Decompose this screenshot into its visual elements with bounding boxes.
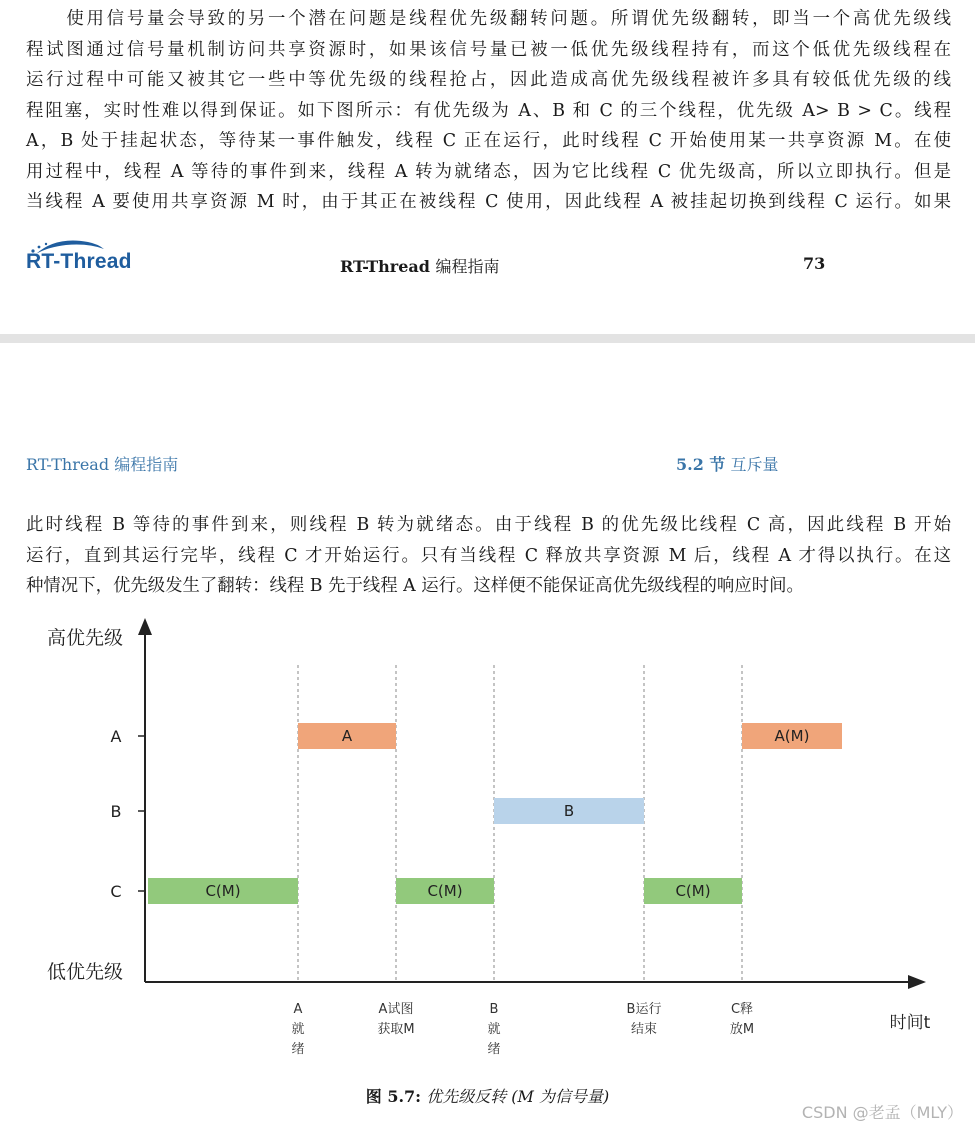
header-section-title: 互斥量: [730, 455, 779, 474]
event-label-line: 获取M: [377, 1022, 415, 1037]
y-top-label: 高优先级: [46, 627, 124, 649]
y-bottom-label: 低优先级: [46, 961, 124, 983]
event-label: [487, 1002, 500, 1057]
footer-title-latin: RT-Thread: [340, 257, 430, 276]
segment-label: C(M): [675, 882, 711, 900]
header-section: [676, 452, 779, 475]
event-label: [291, 1002, 304, 1057]
event-label: [377, 1002, 414, 1037]
event-label: [627, 1002, 662, 1037]
level-ticks: [110, 727, 145, 901]
header-title-cn: 编程指南: [114, 455, 179, 474]
event-label-line: A: [293, 1002, 303, 1017]
x-axis-arrow-icon: [908, 975, 926, 989]
paragraph-line: 当线程 A 要使用共享资源 M 时，由于其正在被线程 C 使用，因此线程 A 被挂起切换到线程 C 运行。如果: [26, 192, 951, 212]
y-axis-arrow-icon: [138, 618, 152, 635]
top-paragraph: [26, 4, 951, 218]
event-label-line: 就: [487, 1022, 501, 1037]
caption-text: 优先级反转 (M 为信号量): [426, 1087, 610, 1106]
paragraph-line: 程阻塞，实时性难以得到保证。如下图所示：有优先级为 A、B 和 C 的三个线程，优先级 A> B > C。线程: [26, 100, 951, 121]
paragraph-line: 程试图通过信号量机制访问共享资源时，如果该信号量已被一低优先级线程持有，而这个低优先级线程在: [26, 39, 951, 60]
footer-title: [340, 254, 500, 277]
segment-label: A: [341, 727, 353, 745]
caption-label: 图 5.7:: [365, 1087, 422, 1106]
level-label: B: [110, 802, 122, 821]
x-axis-label: 时间t: [889, 1013, 931, 1033]
segment-label: C(M): [205, 882, 241, 900]
event-label-line: 放M: [729, 1022, 755, 1037]
event-label-line: B: [489, 1002, 499, 1017]
paragraph-line: A，B 处于挂起状态，等待某一事件触发，线程 C 正在运行，此时线程 C 开始使用某一共享资源 M。在使: [26, 131, 951, 151]
paragraph-line: 运行，直到其运行完毕，线程 C 才开始运行。只有当线程 C 释放共享资源 M 后，线程 A 才得以执行。在这: [26, 545, 951, 566]
priority-inversion-figure: [0, 610, 975, 1070]
segment-label: A(M): [774, 727, 810, 745]
event-label-line: 绪: [487, 1042, 501, 1057]
level-label: C: [110, 882, 122, 901]
paragraph-line: 此时线程 B 等待的事件到来，则线程 B 转为就绪态。由于线程 B 的优先级比线程 C 高，因此线程 B 开始: [26, 515, 951, 535]
bottom-paragraph: [26, 510, 951, 602]
header-title-latin: RT-Thread: [26, 455, 110, 474]
event-label-line: 就: [291, 1022, 305, 1037]
paragraph-line: 使用信号量会导致的另一个潜在问题是线程优先级翻转问题。所谓优先级翻转，即当一个高优先级线: [26, 9, 951, 29]
logo-text: RT-Thread: [26, 250, 132, 273]
segment-label: C(M): [427, 882, 463, 900]
event-labels: [291, 1002, 754, 1057]
event-label-line: 绪: [291, 1042, 305, 1057]
page-footer: [0, 232, 975, 282]
watermark: CSDN @老孟（MLY）: [801, 1103, 963, 1122]
event-label-line: B运行: [626, 1002, 662, 1017]
event-label-line: 结束: [630, 1022, 658, 1037]
segment-label: B: [563, 802, 575, 820]
event-label: [730, 1002, 754, 1037]
timeline-segments: [148, 723, 842, 904]
paragraph-line: 运行过程中可能又被其它一些中等优先级的线程抢占，因此造成高优先级线程被许多具有较低优先级的线: [26, 70, 951, 90]
event-label-line: C释: [730, 1002, 754, 1017]
header-book-title: [26, 452, 178, 475]
page-number: 73: [803, 254, 826, 273]
rt-thread-logo: [26, 236, 146, 276]
figure-svg: [0, 610, 975, 1070]
footer-title-cn: 编程指南: [435, 257, 500, 276]
paragraph-line: 用过程中，线程 A 等待的事件到来，线程 A 转为就绪态，因为它比线程 C 优先级高，所以立即执行。但是: [26, 161, 951, 182]
page-header: [0, 452, 975, 476]
level-label: A: [110, 727, 122, 746]
paragraph-line: 种情况下，优先级发生了翻转：线程 B 先于线程 A 运行。这样便不能保证高优先级线程的响应时间。: [26, 576, 804, 596]
header-section-number: 5.2 节: [676, 455, 726, 474]
event-label-line: A试图: [378, 1002, 414, 1017]
page-separator: [0, 334, 975, 343]
